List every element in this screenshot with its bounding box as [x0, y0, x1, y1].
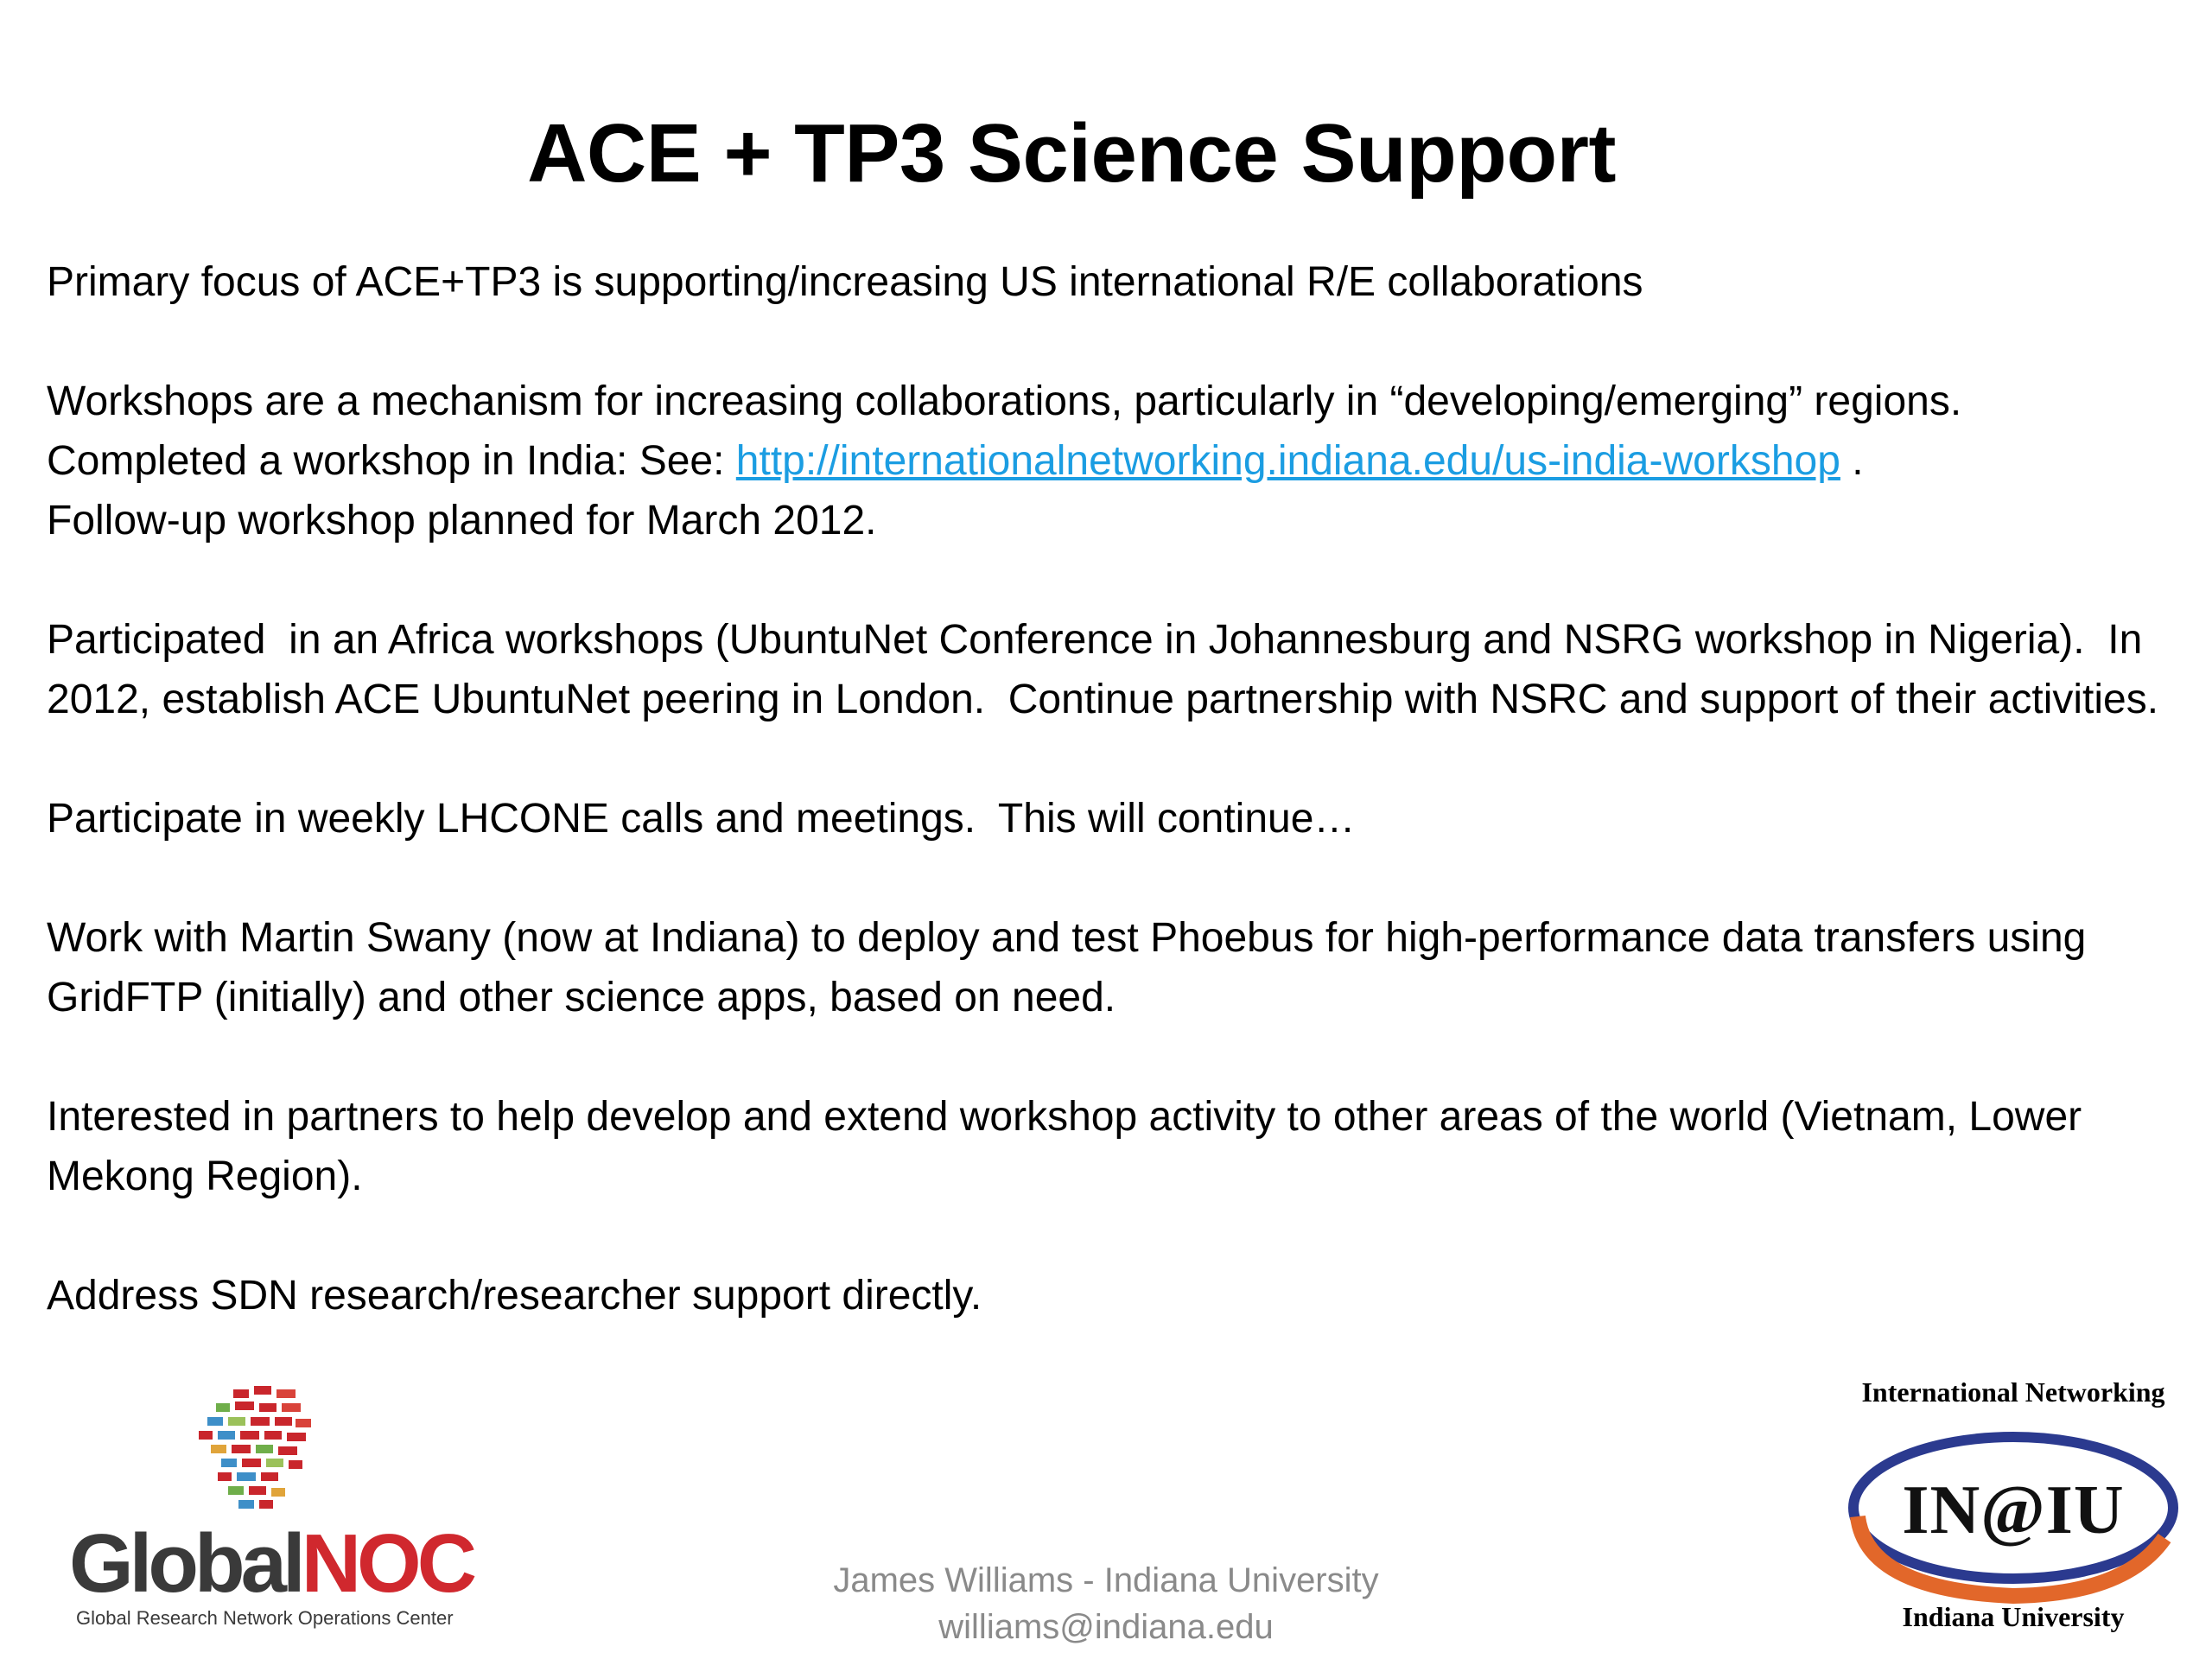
footer-email: williams@indiana.edu [938, 1608, 1274, 1646]
workshops-line1: Workshops are a mechanism for increasing collaborations, particularly in “developing/emerging” regions. [47, 378, 1962, 424]
globalnoc-wordmark-global: Global [69, 1517, 302, 1610]
in-at-iu-bottom-caption: Indiana University [1902, 1601, 2125, 1632]
paragraph-lhcone: Participate in weekly LHCONE calls and meetings. This will continue… [47, 796, 1356, 842]
paragraph-sdn: Address SDN research/researcher support directly. [47, 1273, 982, 1319]
paragraph-primary-focus: Primary focus of ACE+TP3 is supporting/increasing US international R/E collaborations [47, 259, 1643, 305]
workshops-line3: Follow-up workshop planned for March 2012. [47, 498, 877, 543]
in-at-iu-wordmark: IN@IU [1902, 1472, 2125, 1548]
us-india-workshop-link[interactable]: http://internationalnetworking.indiana.edu/us-india-workshop [735, 438, 1840, 484]
footer-author: James Williams - Indiana University [833, 1561, 1379, 1599]
paragraph-africa: Participated in an Africa workshops (UbuntuNet Conference in Johannesburg and NSRG workshop in Nigeria). In 2012, establish ACE UbuntuNet peering in London. Continue partnership with NSRC and support of their activities. [47, 617, 2159, 722]
globalnoc-wordmark-noc: NOC [301, 1517, 474, 1610]
slide-title: ACE + TP3 Science Support [527, 107, 1616, 200]
workshops-line2-prefix: Completed a workshop in India: See: [47, 438, 736, 484]
paragraph-workshops [47, 372, 2172, 550]
slide-body [47, 252, 2172, 1325]
paragraph-partners: Interested in partners to help develop and extend workshop activity to other areas of the world (Vietnam, Lower Mekong Region). [47, 1094, 2094, 1199]
globalnoc-tagline: Global Research Network Operations Center [76, 1607, 454, 1629]
in-at-iu-top-caption: International Networking [1861, 1376, 2165, 1408]
paragraph-phoebus: Work with Martin Swany (now at Indiana) to deploy and test Phoebus for high-performance data transfers using GridFTP (initially) and other science apps, based on need. [47, 915, 2098, 1020]
in-at-iu-logo [1840, 1370, 2186, 1637]
workshops-line2-suffix: . [1840, 438, 1864, 484]
